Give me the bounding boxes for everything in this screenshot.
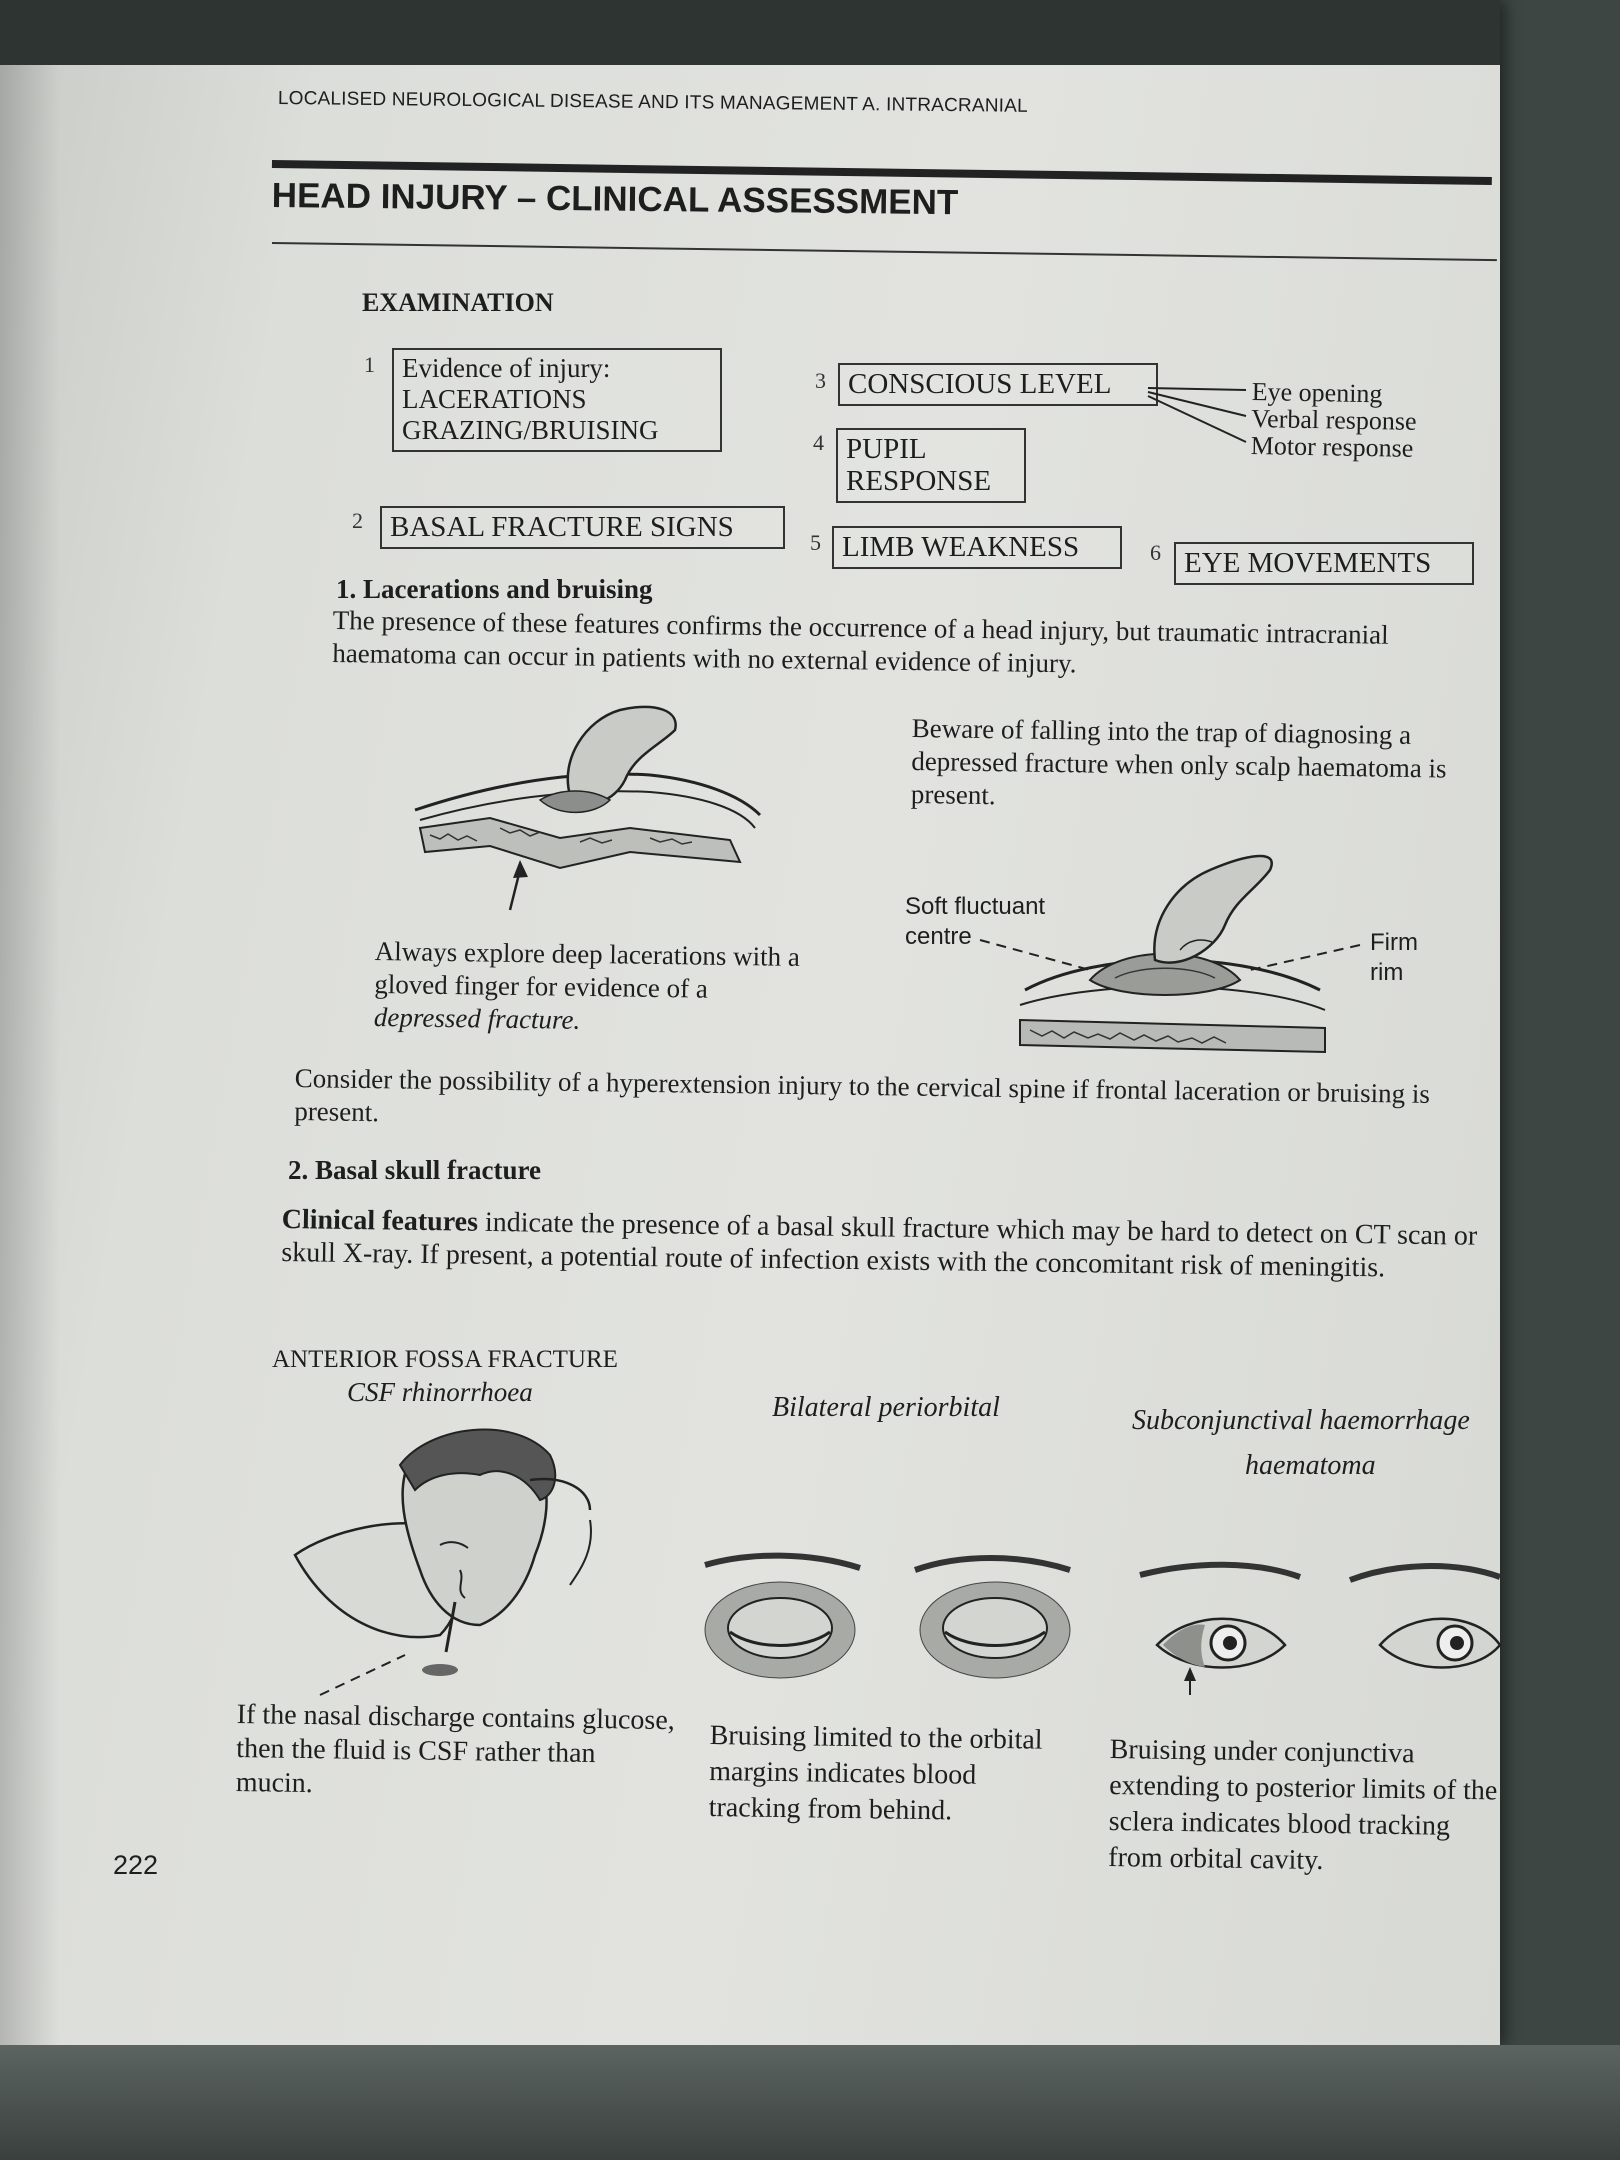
subconjunctival-haemorrhage-illustration	[1135, 1555, 1515, 1705]
section1-body: The presence of these features confirms the occurrence of a head injury, but traumatic intracranial haematoma can occur in patients with no external evidence of injury.	[332, 604, 1389, 679]
explore-text-main: Always explore deep lacerations with a gloved finger for evidence of a	[374, 935, 801, 1004]
caption-periorbital: Bruising limited to the orbital margins indicates blood tracking from behind.	[708, 1719, 1043, 1827]
box1-number: 1	[364, 352, 375, 377]
gcs-connector-lines	[1148, 380, 1258, 460]
csf-rhinorrhoea-illustration	[290, 1420, 610, 1710]
box5-number: 5	[810, 530, 821, 555]
box3-number: 3	[815, 368, 826, 393]
section1-heading: 1. Lacerations and bruising	[336, 574, 653, 604]
caption-csf-glucose: If the nasal discharge contains glucose, then the fluid is CSF rather than mucin.	[235, 1698, 675, 1800]
gcs-list	[1251, 378, 1418, 462]
background-bottom	[0, 2045, 1620, 2160]
label-firm-line2: rim	[1370, 959, 1404, 986]
box-eye-movements: EYE MOVEMENTS	[1174, 542, 1474, 585]
box-limb-weakness: LIMB WEAKNESS	[832, 526, 1122, 569]
explore-text	[374, 935, 815, 1040]
box-conscious-level: CONSCIOUS LEVEL	[838, 363, 1158, 406]
running-head: LOCALISED NEUROLOGICAL DISEASE AND ITS MANAGEMENT A. INTRACRANIAL	[277, 88, 1028, 117]
section2-body-rest: indicate the presence of a basal skull fracture which may be hard to detect on CT scan or skull X-ray. If present, a potential route of infection exists with the concomitant risk of meningitis.	[281, 1206, 1478, 1284]
csf-rhinorrhoea-heading: CSF rhinorrhoea	[347, 1377, 533, 1407]
background-top	[0, 0, 1500, 65]
subconjunctival-heading-line1: Subconjunctival haemorrhage	[1132, 1405, 1470, 1436]
box-evidence-of-injury	[392, 348, 722, 452]
box-basal-fracture-signs: BASAL FRACTURE SIGNS	[380, 506, 785, 549]
label-firm-line1: Firm	[1370, 929, 1418, 956]
gcs-eye-opening: Eye opening	[1251, 377, 1383, 409]
box1-line1: Evidence of injury:	[402, 353, 611, 383]
page-number: 222	[113, 1850, 159, 1880]
label-soft-line2: centre	[905, 923, 972, 950]
box1-line2: LACERATIONS	[402, 384, 587, 414]
examination-heading: EXAMINATION	[362, 288, 554, 317]
box2-number: 2	[352, 508, 363, 533]
box4-number: 4	[813, 430, 824, 455]
explore-text-emphasis: depressed fracture.	[373, 1001, 581, 1035]
box6-number: 6	[1150, 540, 1161, 565]
periorbital-haematoma-illustration	[700, 1550, 1080, 1700]
caption-subconjunctival: Bruising under conjunctiva extending to posterior limits of the sclera indicates blood tracking from orbital cavity.	[1108, 1733, 1498, 1876]
scalp-haematoma-illustration	[980, 840, 1380, 1070]
section2-heading: 2. Basal skull fracture	[288, 1155, 542, 1185]
page-gutter-shadow	[0, 0, 60, 2045]
box4-line1: PUPIL	[846, 433, 927, 465]
beware-text: Beware of falling into the trap of diagnosing a depressed fracture when only scalp haematoma is present.	[910, 712, 1447, 811]
gcs-verbal-response: Verbal response	[1251, 403, 1417, 436]
finger-laceration-illustration	[410, 700, 770, 900]
box-pupil-response	[836, 428, 1026, 503]
subconjunctival-heading-line2: haematoma	[1245, 1450, 1376, 1481]
gcs-motor-response: Motor response	[1250, 430, 1414, 463]
section2-body-bold: Clinical features	[281, 1203, 479, 1238]
box1-line3: GRAZING/BRUISING	[402, 415, 659, 445]
page-title: HEAD INJURY – CLINICAL ASSESSMENT	[271, 176, 959, 223]
consider-text: Consider the possibility of a hyperextension injury to the cervical spine if frontal laceration or bruising is present.	[294, 1062, 1431, 1128]
box4-line2: RESPONSE	[846, 465, 992, 497]
anterior-fossa-heading: ANTERIOR FOSSA FRACTURE	[272, 1346, 618, 1373]
bilateral-periorbital-heading: Bilateral periorbital	[772, 1392, 1000, 1423]
label-soft-line1: Soft fluctuant	[905, 893, 1046, 920]
